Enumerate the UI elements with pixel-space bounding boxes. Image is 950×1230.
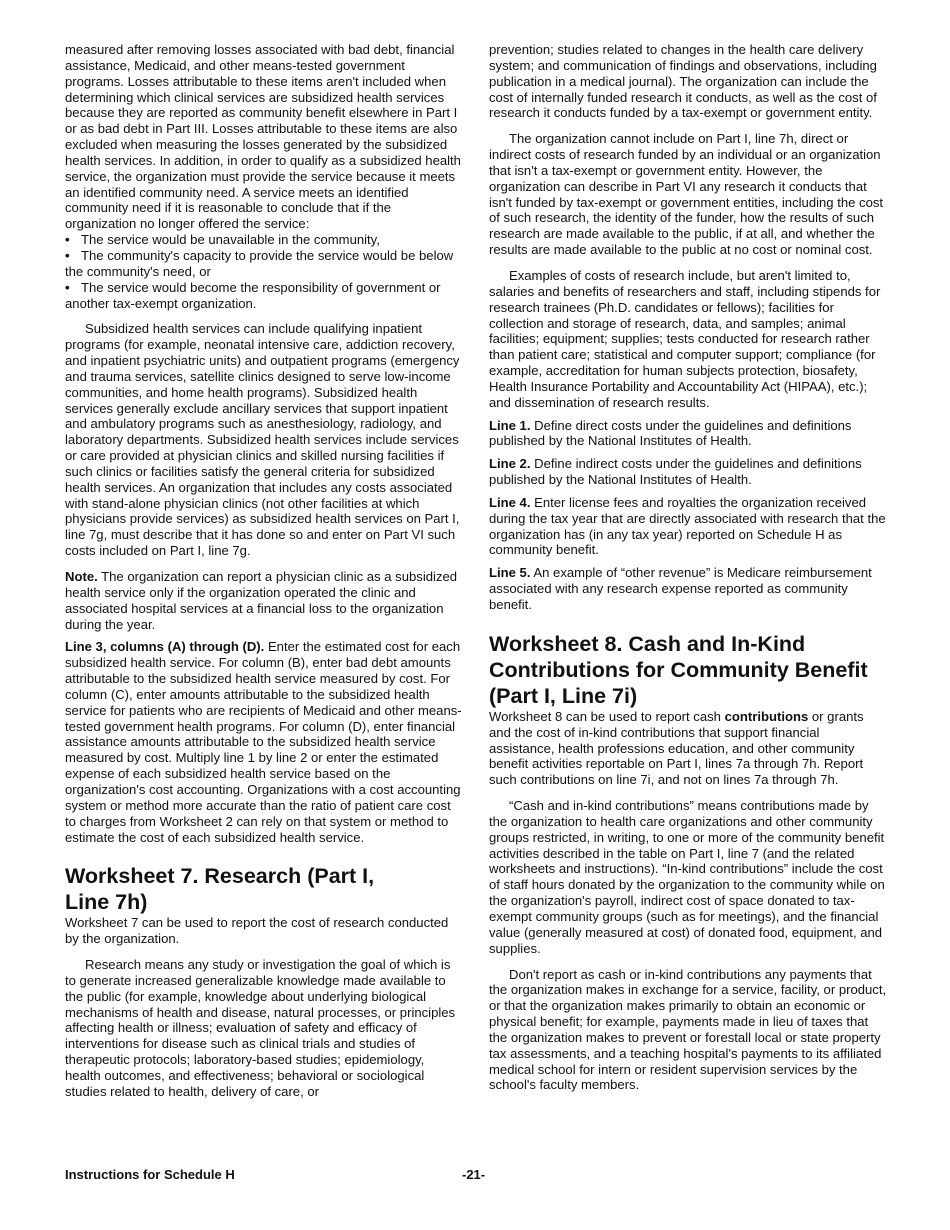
bullet-item: • The service would be unavailable in the community, (65, 232, 463, 248)
research-funding-paragraph: The organization cannot include on Part I, line 7h, direct or indirect costs of research funded by an individual or an organization that isn't a tax-exempt or government entity. However, the organization can describe in Part VI any research it conducts that isn't funded by tax-exempt or government entities, including the cost of such research, the identity of the funder, how the results of such research are made available to the public, if at all, and whether the results are made available to the public at no cost or nominal cost. (489, 131, 884, 258)
page-number: -21- (462, 1167, 486, 1182)
line1-paragraph (489, 418, 887, 450)
subsidized-continuation-paragraph: measured after removing losses associated with bad debt, financial assistance, Medicaid, and other means-tested government programs. Losses attributable to these items aren't included when determining which clinical services are subsidized health services because they are reported as community benefit elsewhere in Part I or as bad debt in Part III. Losses attributable to these items are also excluded when measuring the losses generated by the subsidized health services. In addition, in order to qualify as a subsidized health service, the organization must provide the service because it meets an identified community need. A service meets an identified community need if it is reasonable to conclude that if the organization no longer offered the service: (65, 42, 461, 232)
note-text: The organization can report a physician clinic as a subsidized health service only if the organization operated the clinic and associated hospital services at a financial loss to the organization during the year. (65, 569, 458, 632)
subsidized-services-paragraph: Subsidized health services can include qualifying inpatient programs (for example, neonatal intensive care, addiction recovery, and inpatient psychiatric units) and outpatient programs (emergency and trauma services, satellite clinics designed to serve low-income communities, and home health programs). Subsidized health services generally exclude ancillary services that support inpatient and ambulatory programs such as anesthesiology, radiology, and laboratory departments. Subsidized health services include services or care provided at physician clinics and skilled nursing facilities if such clinics or facilities satisfy the general criteria for subsidized health services. An organization that includes any costs associated with stand-alone physician clinics (not other facilities at which physicians provide services) as subsidized health services on Part I, line 7g, must describe that it has done so and enter on Part VI such costs included on Part I, line 7g. (65, 321, 460, 559)
worksheet8-intro-rest: or grants and the cost of in-kind contributions that support financial assistance, health professions education, and other community benefit activities reportable on Part I, lines 7a through 7h. Report such contributions on line 7i, and not on lines 7a through 7h. (489, 708, 864, 788)
line4-text: Enter license fees and royalties the organization received during the tax year that are directly associated with research that the organization has (in any tax year) reported on Schedule H as community benefit. (489, 494, 886, 558)
footer-document-title: Instructions for Schedule H (65, 1167, 235, 1182)
worksheet8-heading-line1: Worksheet 8. Cash and In-Kind (489, 631, 806, 656)
line2-lead: Line 2. (489, 456, 531, 472)
line3-text: Enter the estimated cost for each subsidized health service. For column (B), enter bad debt amounts attributable to the subsidized health service measured by cost. For column (C), enter amounts attributable to the subsidized health service for patients who are recipients of Medicaid and other means-tested government health programs. For column (D), enter financial assistance amounts attributable to the subsidized health service measured by cost. Multiply line 1 by line 2 or enter the estimated expense of each subsidized health service based on the organization's cost accounting. Organizations with a cost accounting system or method more accurate than the ratio of patient care cost to charges from Worksheet 2 can rely on that system or method to estimate the cost of each subsidized health service. (65, 639, 462, 845)
worksheet7-heading-line1: Worksheet 7. Research (Part I, (65, 864, 375, 889)
line5-paragraph (489, 565, 887, 613)
line5-text: An example of “other revenue” is Medicare reimbursement associated with any research expense reported as community benefit. (489, 565, 872, 612)
bullet-item: • The service would become the responsibility of government or another tax-exempt organization. (65, 280, 463, 312)
right-column (489, 42, 887, 1093)
note-lead: Note. (65, 569, 98, 584)
bullet-item: • The community's capacity to provide the service would be below the community's need, or (65, 248, 463, 280)
worksheet7-heading (65, 863, 463, 915)
line4-paragraph (489, 495, 887, 558)
line1-lead: Line 1. (489, 417, 531, 433)
worksheet7-heading-line2: Line 7h) (65, 890, 148, 915)
worksheet8-heading-line2: Contributions for Community Benefit (489, 657, 868, 682)
line2-text: Define indirect costs under the guidelines and definitions published by the National Institutes of Health. (489, 456, 862, 488)
research-continuation-paragraph: prevention; studies related to changes in the health care delivery system; and communication of findings and observations, including publication in a medical journal). The organization can include the cost of internally funded research it conducts, as well as the cost of research it conducts funded by a tax-exempt or government entity. (489, 42, 877, 121)
worksheet7-intro: Worksheet 7 can be used to report the cost of research conducted by the organization. (65, 915, 449, 947)
contributions-term: contributions (724, 708, 809, 724)
line5-lead: Line 5. (489, 565, 531, 581)
research-definition-paragraph: Research means any study or investigation the goal of which is to generate increased generalizable knowledge made available to the public (for example, knowledge about underlying biological mechanisms of health and disease, natural processes, or principles affecting health or illness; evaluation of safety and efficacy of interventions for disease such as clinical trials and studies of therapeutic protocols; laboratory-based studies; epidemiology, health outcomes, and effectiveness; behavioral or sociological studies related to health, delivery of care, or (65, 957, 456, 1099)
worksheet8-intro-start: Worksheet 8 can be used to report cash (489, 708, 721, 724)
line4-lead: Line 4. (489, 494, 531, 510)
line2-paragraph (489, 456, 887, 488)
line1-text: Define direct costs under the guidelines and definitions published by the National Institutes of Health. (489, 417, 852, 449)
worksheet8-heading (489, 631, 887, 709)
worksheet8-intro (489, 709, 887, 788)
note-paragraph (65, 569, 463, 632)
exclusions-paragraph: Don't report as cash or in-kind contributions any payments that the organization makes in exchange for a service, facility, or product, or that the organization makes primarily to obtain an economic or physical benefit; for example, payments made in lieu of taxes that the organization makes to prevent or forestall local or state property tax assessments, and a teaching hospital's payments to its affiliated medical school for intern or resident supervision services by the school's faculty members. (489, 966, 887, 1093)
line3-paragraph (65, 639, 463, 845)
cash-inkind-definition-paragraph: “Cash and in-kind contributions” means contributions made by the organization to health care organizations and other community groups restricted, in writing, to one or more of the community benefit activities described in the table on Part I, line 7 (and the related worksheets and instructions). “In-kind contributions” include the cost of staff hours donated by the organization to the community while on the organization's payroll, indirect cost of space donated to tax-exempt community groups (such as for meetings), and the financial value (generally measured at cost) of donated food, equipment, and supplies. (489, 798, 885, 956)
research-costs-paragraph: Examples of costs of research include, but aren't limited to, salaries and benefits of researchers and staff, including stipends for research trainees (Ph.D. candidates or fellows); facilities for collection and storage of research, data, and samples; animal facilities; equipment; supplies; tests conducted for research rather than patient care; statistical and computer support; compliance (for example, accreditation for human subjects protection, biosafety, Health Insurance Portability and Accountability Act (HIPAA), etc.); and dissemination of research results. (489, 267, 881, 410)
left-column (65, 42, 463, 1100)
worksheet8-heading-line3: (Part I, Line 7i) (489, 683, 638, 708)
line3-lead: Line 3, columns (A) through (D). (65, 639, 265, 655)
